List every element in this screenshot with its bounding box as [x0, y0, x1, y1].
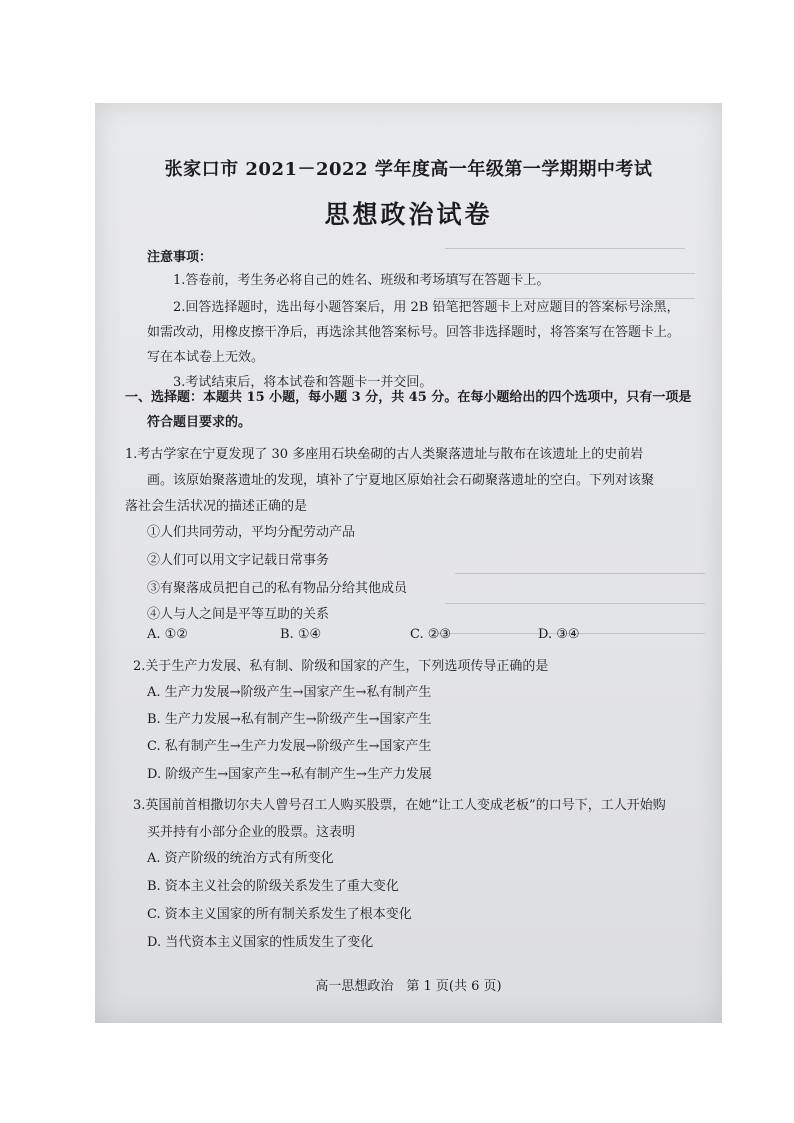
section-heading: 一、选择题：本题共 15 小题，每小题 3 分，共 45 分。在每小题给出的四个选项中，只有一项是 [125, 390, 692, 405]
notice-item: 2.回答选择题时，选出每小题答案后，用 2B 铅笔把答题卡上对应题目的答案标号涂黑， [173, 300, 680, 315]
question-statement: ③有聚落成员把自己的私有物品分给其他成员 [147, 581, 408, 596]
question-stem: 落社会生活状况的描述正确的是 [125, 499, 308, 514]
option-a: A. 生产力发展→阶级产生→国家产生→私有制产生 [147, 685, 432, 700]
notice-item: 写在本试卷上无效。 [147, 350, 265, 365]
exam-title: 张家口市 2021－2022 学年度高一年级第一学期期中考试 [164, 159, 653, 180]
question-stem: 2.关于生产力发展、私有制、阶级和国家的产生，下列选项传导正确的是 [133, 659, 549, 674]
option-d: D. ③④ [538, 627, 580, 642]
notice-item: 3.考试结束后，将本试卷和答题卡一并交回。 [173, 375, 433, 390]
section-heading-cont: 符合题目要求的。 [147, 415, 252, 430]
option-b: B. 生产力发展→私有制产生→阶级产生→国家产生 [147, 712, 432, 727]
option-c: C. ②③ [410, 627, 452, 642]
option-d: D. 阶级产生→国家产生→私有制产生→生产力发展 [147, 767, 432, 782]
option-b: B. 资本主义社会的阶级关系发生了重大变化 [147, 879, 399, 894]
notice-heading: 注意事项： [147, 250, 213, 265]
notice-item: 如需改动，用橡皮擦干净后，再选涂其他答案标号。回答非选择题时，将答案写在答题卡上。 [147, 325, 681, 340]
question-statement: ④人与人之间是平等互助的关系 [147, 607, 330, 622]
question-stem: 3.英国前首相撒切尔夫人曾号召工人购买股票，在她“让工人变成老板”的口号下，工人开始购 [133, 798, 666, 813]
question-statement: ②人们可以用文字记载日常事务 [147, 553, 330, 568]
page-footer: 高一思想政治 第 1 页(共 6 页) [315, 979, 502, 994]
option-b: B. ①④ [280, 627, 322, 642]
question-stem: 买并持有小部分企业的股票。这表明 [147, 825, 356, 840]
option-a: A. ①② [147, 627, 188, 642]
option-c: C. 资本主义国家的所有制关系发生了根本变化 [147, 907, 412, 922]
exam-subtitle: 思想政治试卷 [324, 200, 493, 229]
exam-paper [95, 103, 722, 1023]
question-stem: 1.考古学家在宁夏发现了 30 多座用石块垒砌的古人类聚落遗址与散布在该遗址上的史前岩 [125, 447, 644, 462]
question-statement: ①人们共同劳动，平均分配劳动产品 [147, 525, 356, 540]
option-c: C. 私有制产生→生产力发展→阶级产生→国家产生 [147, 739, 432, 754]
question-stem: 画。该原始聚落遗址的发现，填补了宁夏地区原始社会石砌聚落遗址的空白。下列对该聚 [147, 473, 655, 488]
option-d: D. 当代资本主义国家的性质发生了变化 [147, 935, 374, 950]
option-a: A. 资产阶级的统治方式有所变化 [147, 851, 334, 866]
notice-item: 1.答卷前，考生务必将自己的姓名、班级和考场填写在答题卡上。 [173, 273, 550, 288]
